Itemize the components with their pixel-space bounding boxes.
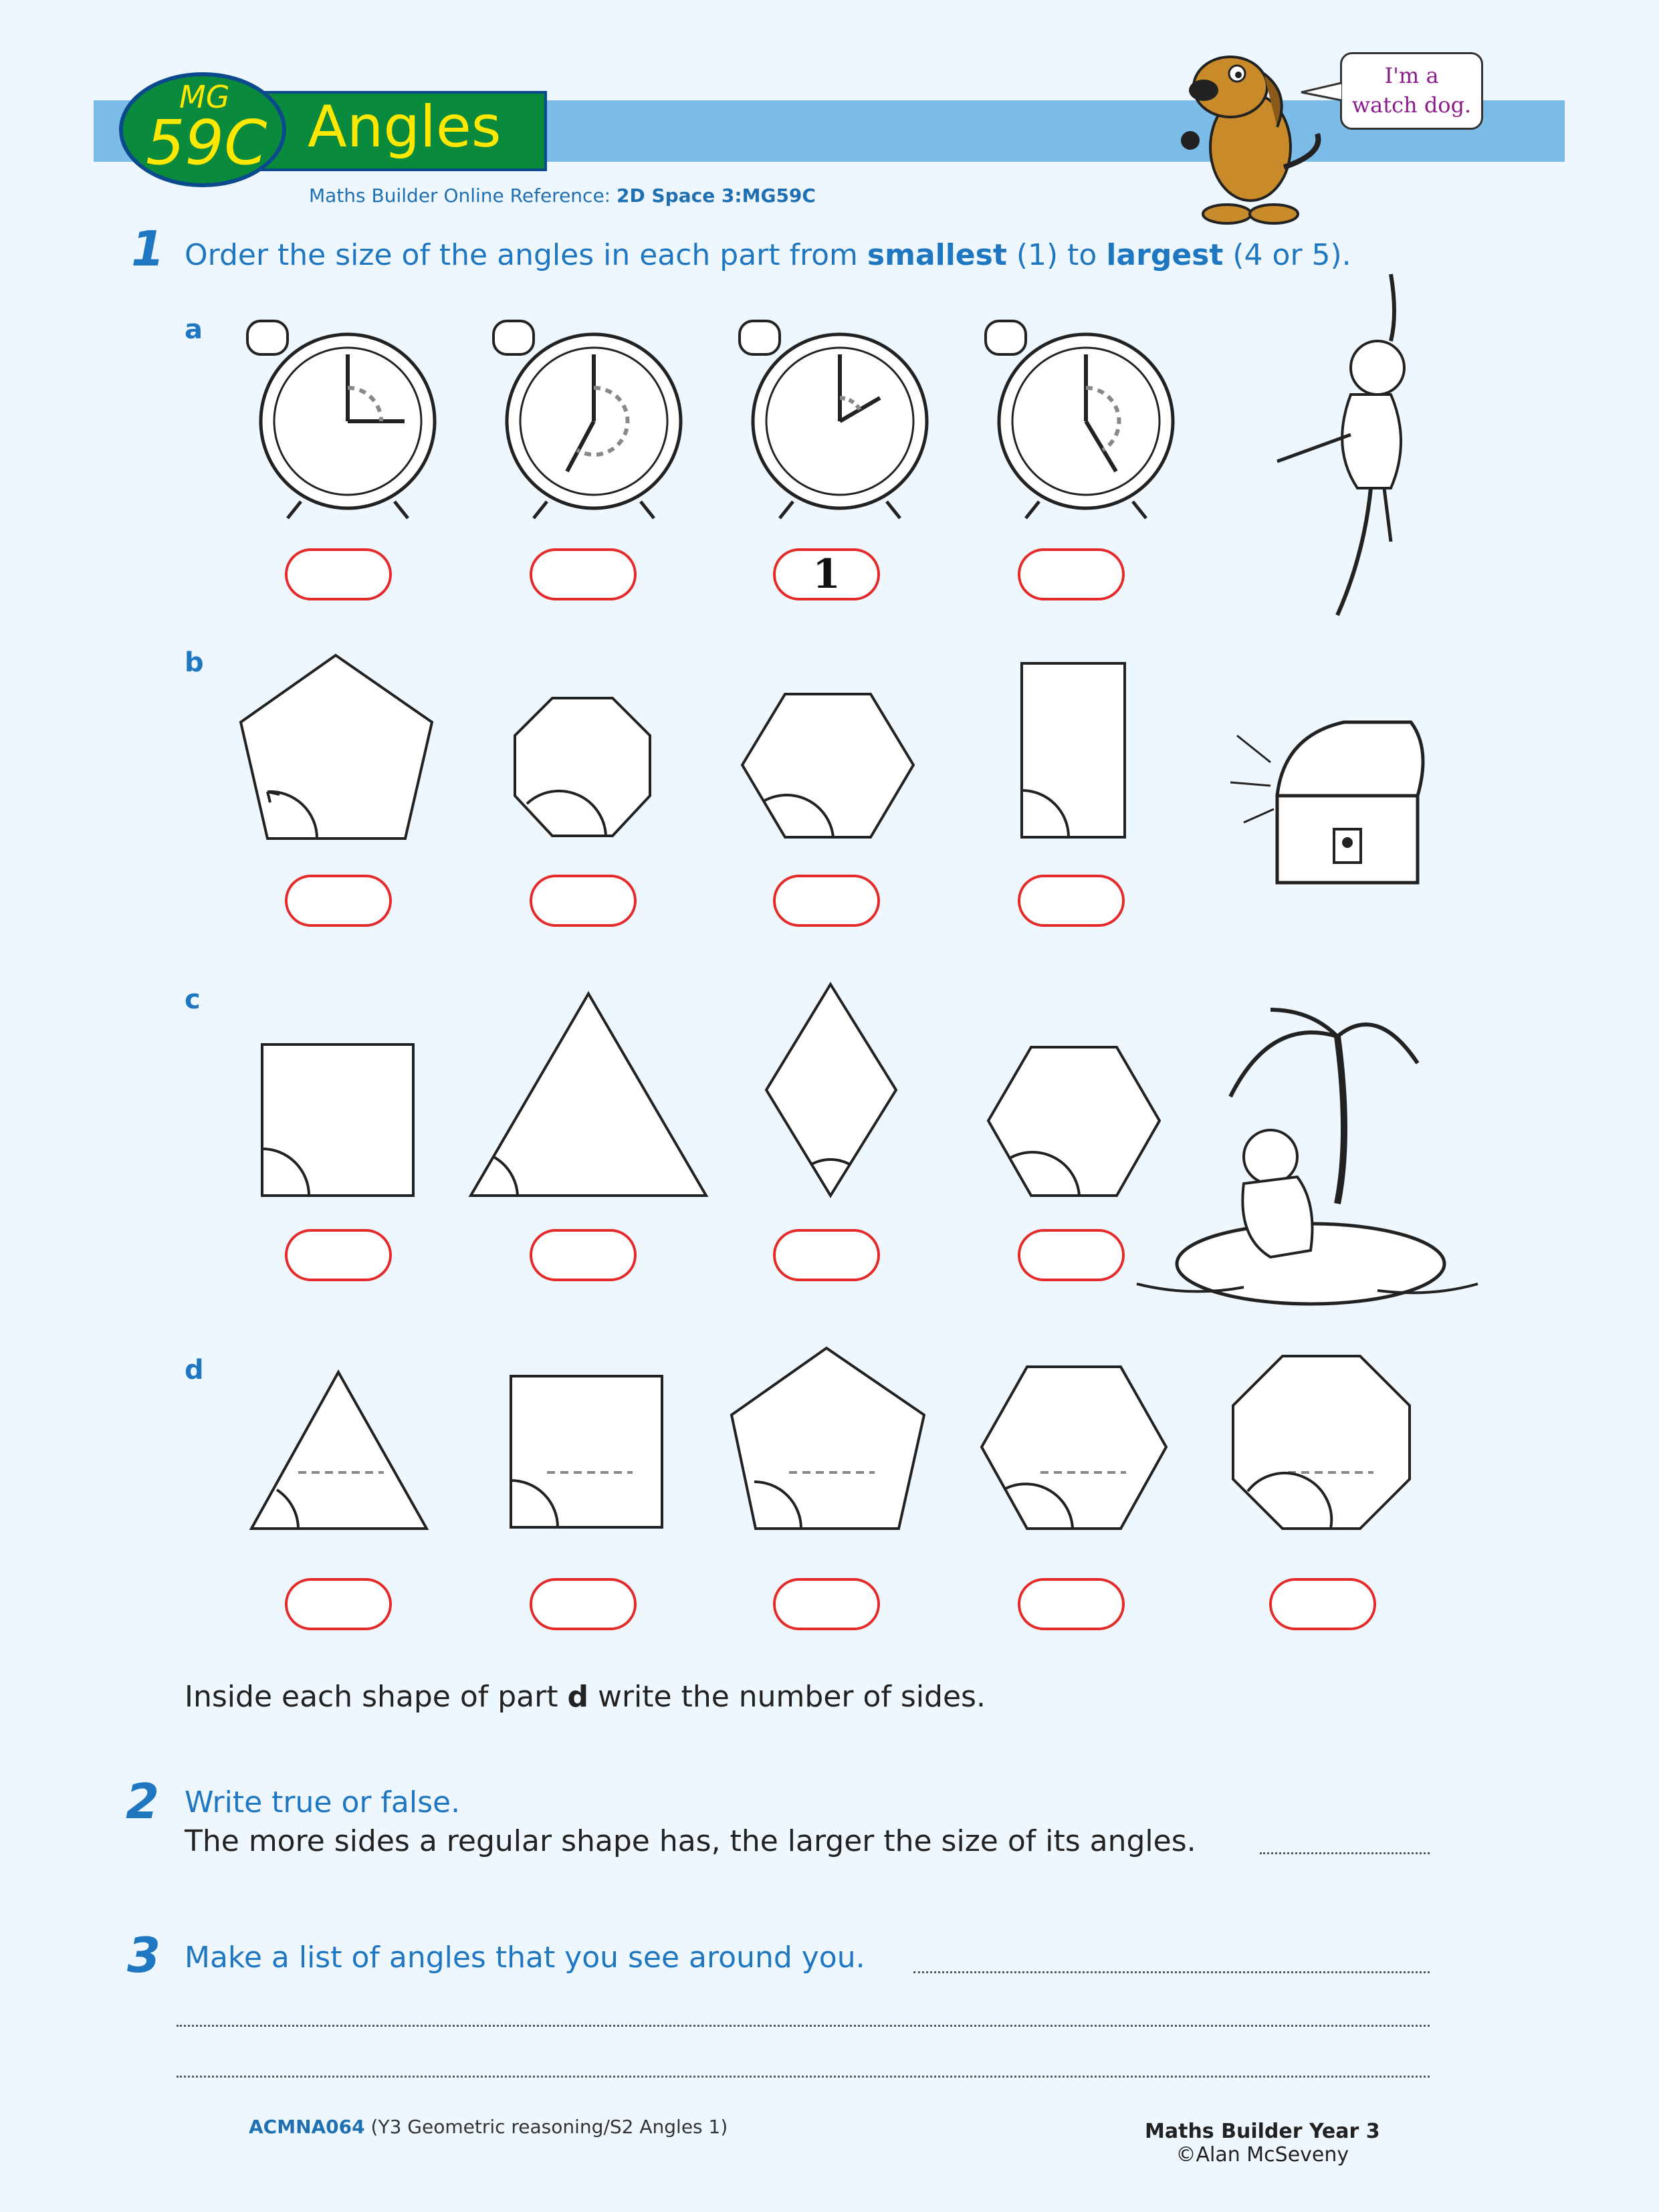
answer-b-1[interactable] <box>285 875 392 927</box>
part-b-label: b <box>185 647 204 678</box>
book-credit <box>1145 2120 1380 2167</box>
part-d-label: d <box>185 1355 204 1386</box>
octagon-b <box>512 695 653 839</box>
question-2-number: 2 <box>126 1773 160 1830</box>
clock-2-oclock <box>726 308 913 522</box>
hexagon-b <box>740 691 916 840</box>
rhombus-c <box>764 982 899 1198</box>
online-reference: Maths Builder Online Reference: 2D Space 3:MG59C <box>309 185 816 207</box>
answer-c-1[interactable] <box>285 1229 392 1281</box>
answer-d-4[interactable] <box>1018 1578 1125 1630</box>
badge-mg-label: MG <box>179 79 230 115</box>
castaway-island-illustration <box>1137 983 1484 1331</box>
rectangle-b <box>1019 661 1127 840</box>
octagon-d <box>1230 1353 1412 1531</box>
part-a-label: a <box>185 314 203 345</box>
pirate-on-rope-illustration <box>1257 274 1418 622</box>
speech-bubble-tail <box>1301 79 1343 106</box>
clock-3-oclock <box>234 308 421 522</box>
answer-d-1[interactable] <box>285 1578 392 1630</box>
watch-dog-illustration <box>1164 33 1337 227</box>
copyright: ©Alan McSeveny <box>1176 2143 1349 2167</box>
question-2-statement: The more sides a regular shape has, the larger the size of its angles. <box>185 1824 1196 1858</box>
answer-d-3[interactable] <box>773 1578 880 1630</box>
speech-line-1: I'm a <box>1384 63 1439 88</box>
answer-c-4[interactable] <box>1018 1229 1125 1281</box>
answer-d-5[interactable] <box>1269 1578 1376 1630</box>
answer-d-2[interactable] <box>530 1578 637 1630</box>
answer-b-3[interactable] <box>773 875 880 927</box>
book-title: Maths Builder Year 3 <box>1145 2120 1380 2143</box>
answer-a-2[interactable] <box>530 548 637 600</box>
question-3-answer-line-3[interactable] <box>177 2076 1430 2078</box>
pentagon-b <box>238 653 439 840</box>
hexagon-c <box>986 1044 1162 1198</box>
part-c-label: c <box>185 984 201 1015</box>
speech-line-2: watch dog. <box>1351 92 1472 118</box>
answer-b-2[interactable] <box>530 875 637 927</box>
question-2-answer-line[interactable] <box>1260 1852 1430 1854</box>
hexagon-d <box>979 1364 1169 1531</box>
question-3-answer-line-1[interactable] <box>913 1971 1430 1973</box>
pentagon-d <box>729 1345 927 1531</box>
square-c <box>259 1042 416 1198</box>
answer-a-3[interactable]: 1 <box>773 548 880 600</box>
answer-a-1[interactable] <box>285 548 392 600</box>
answer-b-4[interactable] <box>1018 875 1125 927</box>
answer-c-2[interactable] <box>530 1229 637 1281</box>
clock-7-oclock <box>480 308 667 522</box>
question-3-number: 3 <box>127 1927 161 1983</box>
question-3-answer-line-2[interactable] <box>177 2025 1430 2027</box>
answer-c-3[interactable] <box>773 1229 880 1281</box>
triangle-d <box>249 1369 429 1531</box>
clock-5-oclock <box>972 308 1159 522</box>
question-1-prompt: Order the size of the angles in each part from smallest (1) to largest (4 or 5). <box>185 238 1351 272</box>
treasure-chest-illustration <box>1224 695 1471 889</box>
question-2-prompt: Write true or false. <box>185 1785 461 1819</box>
part-d-instruction: Inside each shape of part d write the number of sides. <box>185 1680 986 1714</box>
question-3-prompt: Make a list of angles that you see around you. <box>185 1941 865 1975</box>
curriculum-code: ACMNA064 (Y3 Geometric reasoning/S2 Angles 1) <box>249 2116 728 2138</box>
speech-bubble <box>1340 52 1483 130</box>
answer-a-4[interactable] <box>1018 548 1125 600</box>
badge-number: 59C <box>146 107 267 179</box>
page-title: Angles <box>308 94 502 160</box>
question-1-number: 1 <box>131 221 165 277</box>
square-d <box>508 1373 665 1530</box>
triangle-c <box>468 991 709 1198</box>
